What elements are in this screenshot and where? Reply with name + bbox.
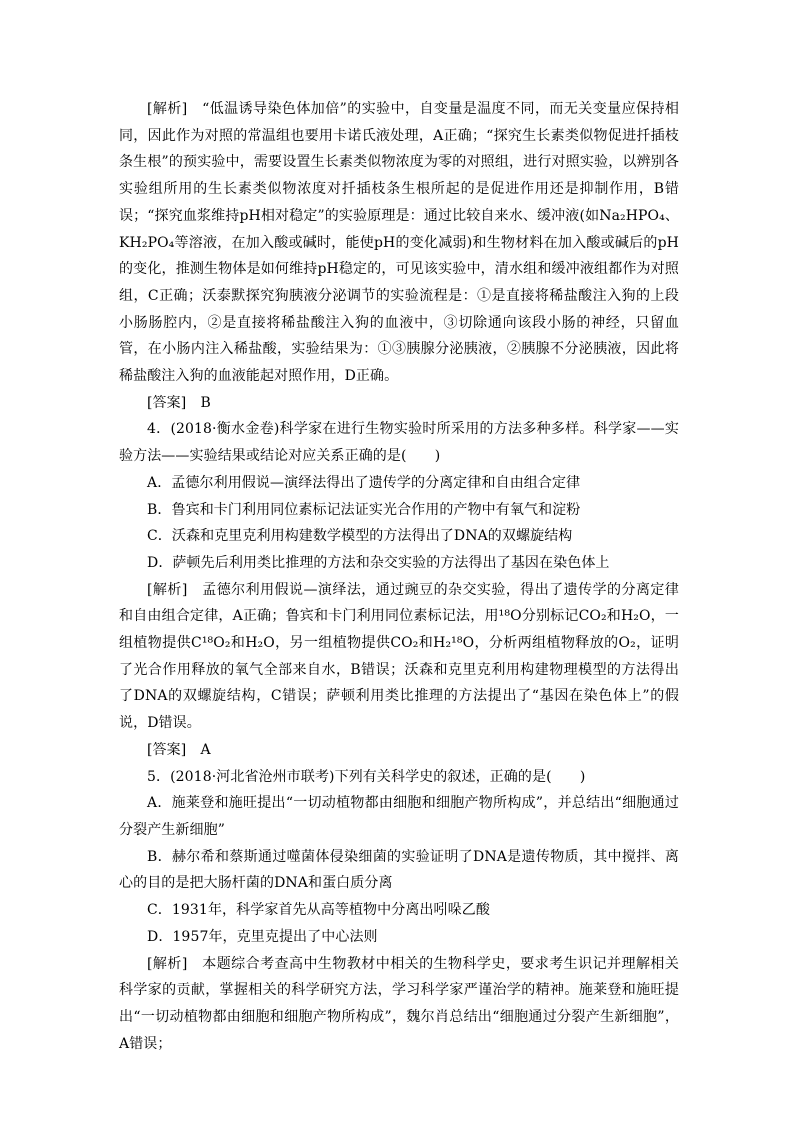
analysis-paragraph-q3 xyxy=(119,96,679,390)
analysis-text: “低温诱导染色体加倍”的实验中，自变量是温度不同，而无关变量应保持相同，因此作为对照的常温组也要用卡诺氏液处理，A正确；“探究生长素类似物促进扦插枝条生根”的预实验中，需要设置生长素类似物浓度为零的对照组，进行对照实验，以辨别各实验组所用的生长素类似物浓度对扦插枝条生根所起的是促进作用还是抑制作用，B错误；“探究血浆维持pH相对稳定”的实验原理是：通过比较自来水、缓冲液(如Na₂HPO₄、KH₂PO₄等溶液，在加入酸或碱时，能使pH的变化减弱)和生物材料在加入酸或碱后的pH的变化，推测生物体是如何维持pH稳定的，可见该实验中，清水组和缓冲液组都作为对照组，C正确；沃泰默探究狗胰液分泌调节的实验流程是：①是直接将稀盐酸注入狗的上段小肠肠腔内，②是直接将稀盐酸注入狗的血液中，③切除通向该段小肠的神经，只留血管，在小肠内注入稀盐酸，实验结果为：①③胰腺分泌胰液，②胰腺不分泌胰液，因此将稀盐酸注入狗的血液能起对照作用，D正确。 xyxy=(119,101,679,385)
answer-tag: [答案] xyxy=(147,741,187,758)
analysis-paragraph-q4 xyxy=(119,577,679,737)
question-stem-5: 5．(2018·河北省沧州市联考)下列有关科学史的叙述，正确的是( ) xyxy=(147,768,586,785)
question-5-option-c: C．1931年，科学家首先从高等植物中分离出吲哚乙酸 xyxy=(147,902,490,919)
answer-line-q3 xyxy=(119,390,679,417)
analysis-tag: [解析] xyxy=(147,955,188,972)
question-4-option-b: B．鲁宾和卡门利用同位素标记法证实光合作用的产物中有氧气和淀粉 xyxy=(147,501,581,518)
answer-value: B xyxy=(200,394,211,411)
answer-value: A xyxy=(200,741,211,758)
document-body xyxy=(119,96,679,1057)
question-5-option-d: D．1957年，克里克提出了中心法则 xyxy=(147,928,378,945)
question-5-option-b: B．赫尔希和蔡斯通过噬菌体侵染细菌的实验证明了DNA是遗传物质，其中搅拌、离心的目的是把大肠杆菌的DNA和蛋白质分离 xyxy=(119,848,679,892)
analysis-paragraph-q5 xyxy=(119,951,679,1058)
answer-tag: [答案] xyxy=(147,394,187,411)
question-stem-4: 4．(2018·衡水金卷)科学家在进行生物实验时所采用的方法多种多样。科学家——实验方法——实验结果或结论对应关系正确的是( ) xyxy=(119,421,679,465)
question-5-option-a: A．施莱登和施旺提出“一切动植物都由细胞和细胞产物所构成”，并总结出“细胞通过分裂产生新细胞” xyxy=(119,795,679,838)
question-4-option-c: C．沃森和克里克利用构建数学模型的方法得出了DNA的双螺旋结构 xyxy=(147,528,573,545)
question-4-option-a: A．孟德尔利用假说—演绎法得出了遗传学的分离定律和自由组合定律 xyxy=(147,474,581,491)
question-4-option-d: D．萨顿先后利用类比推理的方法和杂交实验的方法得出了基因在染色体上 xyxy=(147,554,610,571)
analysis-tag: [解析] xyxy=(147,581,188,598)
analysis-text: 本题综合考查高中生物教材中相关的生物科学史，要求考生识记并理解相关科学家的贡献，掌握相关的科学研究方法，学习科学家严谨治学的精神。施莱登和施旺提出“一切动植物都由细胞和细胞产物所构成”，魏尔肖总结出“细胞通过分裂产生新细胞”，A错误； xyxy=(119,955,679,1052)
analysis-tag: [解析] xyxy=(147,101,188,117)
answer-line-q4 xyxy=(119,737,679,764)
analysis-text: 孟德尔利用假说—演绎法，通过豌豆的杂交实验，得出了遗传学的分离定律和自由组合定律，A正确；鲁宾和卡门利用同位素标记法，用¹⁸O分别标记CO₂和H₂O，一组植物提供C¹⁸O₂和H₂O，另一组植物提供CO₂和H₂¹⁸O，分析两组植物释放的O₂，证明了光合作用释放的氧气全部来自水，B错误；沃森和克里克利用构建物理模型的方法得出了DNA的双螺旋结构，C错误；萨顿利用类比推理的方法提出了“基因在染色体上”的假说，D错误。 xyxy=(119,581,679,732)
